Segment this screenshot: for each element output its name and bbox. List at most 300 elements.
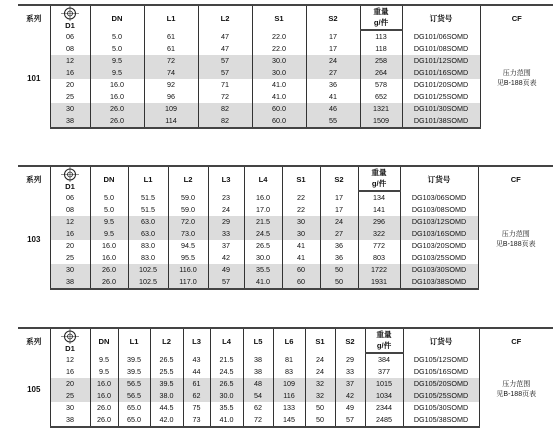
dim-cell: 41 <box>282 240 320 252</box>
dim-cell: 17 <box>306 30 360 43</box>
dim-cell: 145 <box>273 414 305 427</box>
dim-cell: 38 <box>243 366 273 378</box>
d1-header <box>50 166 90 191</box>
dim-cell: 50 <box>320 276 358 289</box>
dim-cell: 41 <box>282 252 320 264</box>
weight-cell: 1034 <box>365 390 403 402</box>
table-body-105 <box>18 353 553 427</box>
dim-cell: 44 <box>183 366 210 378</box>
dim-cell: 39.5 <box>118 366 150 378</box>
dim-cell: 9.5 <box>90 228 128 240</box>
dim-header: DN <box>90 328 118 353</box>
d1-cell: 12 <box>50 216 90 228</box>
dim-cell: 65.0 <box>118 414 150 427</box>
weight-cell: 134 <box>358 191 400 204</box>
dim-cell: 30.0 <box>252 55 306 67</box>
dim-cell: 59.0 <box>168 204 208 216</box>
dim-cell: 39.5 <box>118 353 150 366</box>
dim-cell: 114 <box>144 115 198 128</box>
dim-cell: 49 <box>335 402 365 414</box>
dim-cell: 47 <box>198 30 252 43</box>
table-row <box>18 402 553 414</box>
cf-note <box>478 191 553 289</box>
series-label: 105 <box>27 385 41 394</box>
dim-cell: 24 <box>306 55 360 67</box>
dim-cell: 83.0 <box>128 252 168 264</box>
dim-cell: 44.5 <box>150 402 183 414</box>
weight-cell: 803 <box>358 252 400 264</box>
d1-cell: 06 <box>50 191 90 204</box>
dim-cell: 30.0 <box>252 67 306 79</box>
dim-cell: 62 <box>183 390 210 402</box>
dim-cell: 30 <box>282 228 320 240</box>
dim-header: S2 <box>320 166 358 191</box>
fitting-section-icon <box>60 167 80 182</box>
dim-cell: 16.0 <box>244 191 282 204</box>
d1-cell: 12 <box>50 353 90 366</box>
dim-cell: 16.0 <box>90 378 118 390</box>
d1-cell: 25 <box>50 252 90 264</box>
dim-cell: 61 <box>144 30 198 43</box>
order-code-cell: DG101/25SOMD <box>402 91 480 103</box>
d1-cell: 20 <box>50 79 90 91</box>
cf-note <box>479 353 553 427</box>
dim-cell: 26.5 <box>244 240 282 252</box>
dim-cell: 36 <box>306 79 360 91</box>
d1-cell: 08 <box>50 204 90 216</box>
weight-cell: 1722 <box>358 264 400 276</box>
table-row <box>18 91 553 103</box>
dim-cell: 60 <box>282 276 320 289</box>
dim-cell: 42.0 <box>150 414 183 427</box>
dim-cell: 26.0 <box>90 402 118 414</box>
dim-cell: 59.0 <box>168 191 208 204</box>
table-row <box>18 378 553 390</box>
dim-cell: 21.5 <box>244 216 282 228</box>
weight-cell: 772 <box>358 240 400 252</box>
series-header: 系列 <box>26 174 42 184</box>
dim-header: S1 <box>252 5 306 30</box>
dim-cell: 61 <box>144 43 198 55</box>
table-row <box>18 264 553 276</box>
dim-cell: 32 <box>305 390 335 402</box>
dim-cell: 65.0 <box>118 402 150 414</box>
order-code-cell: DG101/20SOMD <box>402 79 480 91</box>
weight-cell: 118 <box>360 43 402 55</box>
weight-cell: 377 <box>365 366 403 378</box>
weight-header: 重量 <box>365 328 403 341</box>
dim-header: S1 <box>282 166 320 191</box>
order-code-cell: DG103/25SOMD <box>400 252 478 264</box>
dim-cell: 24.5 <box>210 366 243 378</box>
dim-header: L2 <box>198 5 252 30</box>
cf-note <box>480 30 553 128</box>
table-row <box>18 79 553 91</box>
dim-cell: 23 <box>208 191 244 204</box>
order-code-cell: DG103/06SOMD <box>400 191 478 204</box>
dim-cell: 43 <box>183 353 210 366</box>
weight-cell: 141 <box>358 204 400 216</box>
dim-header: DN <box>90 5 144 30</box>
dim-cell: 25.5 <box>150 366 183 378</box>
d1-header <box>50 328 90 353</box>
dim-cell: 27 <box>306 67 360 79</box>
dim-cell: 72 <box>198 91 252 103</box>
dim-header: L1 <box>118 328 150 353</box>
order-code-cell: DG101/08SOMD <box>402 43 480 55</box>
order-code-cell: DG101/30SOMD <box>402 103 480 115</box>
dim-cell: 71 <box>198 79 252 91</box>
table-row <box>18 414 553 427</box>
weight-header: 重量 <box>358 166 400 179</box>
order-code-cell: DG103/20SOMD <box>400 240 478 252</box>
dim-cell: 32 <box>305 378 335 390</box>
spec-table-105 <box>18 327 553 428</box>
cf-note-line: 压力范围 <box>502 70 531 77</box>
dim-cell: 109 <box>273 378 305 390</box>
d1-cell: 20 <box>50 240 90 252</box>
weight-cell: 296 <box>358 216 400 228</box>
order-code-cell: DG103/38SOMD <box>400 276 478 289</box>
dim-cell: 30.0 <box>210 390 243 402</box>
dim-cell: 35.5 <box>244 264 282 276</box>
weight-cell: 1509 <box>360 115 402 128</box>
dim-cell: 29 <box>335 353 365 366</box>
cf-note-line: 见B-188页表 <box>496 80 537 87</box>
dim-cell: 24.5 <box>244 228 282 240</box>
d1-cell: 30 <box>50 103 90 115</box>
dim-cell: 41 <box>306 91 360 103</box>
series-label: 101 <box>27 74 41 83</box>
cf-header: CF <box>480 5 553 30</box>
series-label: 103 <box>27 235 41 244</box>
table-row <box>18 67 553 79</box>
weight-unit: g/件 <box>365 341 403 354</box>
weight-cell: 258 <box>360 55 402 67</box>
dim-cell: 95.5 <box>168 252 208 264</box>
order-code-cell: DG101/12SOMD <box>402 55 480 67</box>
spec-table-103 <box>18 165 553 290</box>
d1-cell: 20 <box>50 378 90 390</box>
table-row <box>18 115 553 128</box>
dim-header: S2 <box>335 328 365 353</box>
dim-cell: 72 <box>243 414 273 427</box>
dim-header: L4 <box>244 166 282 191</box>
dim-header: L2 <box>150 328 183 353</box>
weight-cell: 1931 <box>358 276 400 289</box>
d1-cell: 38 <box>50 414 90 427</box>
dim-cell: 54 <box>243 390 273 402</box>
fitting-section-icon <box>60 6 80 21</box>
dim-cell: 22 <box>282 191 320 204</box>
order-code-cell: DG105/30SOMD <box>403 402 479 414</box>
table-body-103 <box>18 191 553 289</box>
dim-cell: 61 <box>183 378 210 390</box>
dim-cell: 38 <box>243 353 273 366</box>
dim-cell: 57 <box>208 276 244 289</box>
dim-cell: 73 <box>183 414 210 427</box>
dim-cell: 42 <box>335 390 365 402</box>
dim-cell: 133 <box>273 402 305 414</box>
order-code-cell: DG105/38SOMD <box>403 414 479 427</box>
dim-cell: 17 <box>320 191 358 204</box>
dim-cell: 102.5 <box>128 264 168 276</box>
dim-cell: 83 <box>273 366 305 378</box>
order-code-cell: DG103/08SOMD <box>400 204 478 216</box>
dim-cell: 92 <box>144 79 198 91</box>
dim-header: S1 <box>305 328 335 353</box>
fitting-section-icon <box>60 329 80 344</box>
d1-cell: 38 <box>50 276 90 289</box>
table-row <box>18 353 553 366</box>
d1-header <box>50 5 90 30</box>
dim-cell: 39.5 <box>150 378 183 390</box>
cf-note-line: 见B-188页表 <box>495 241 536 248</box>
d1-cell: 16 <box>50 366 90 378</box>
dim-cell: 16.0 <box>90 240 128 252</box>
order-code-cell: DG103/16SOMD <box>400 228 478 240</box>
table-row <box>18 43 553 55</box>
dim-cell: 16.0 <box>90 91 144 103</box>
d1-cell: 38 <box>50 115 90 128</box>
dim-cell: 42 <box>208 252 244 264</box>
dim-cell: 35.5 <box>210 402 243 414</box>
d1-cell: 16 <box>50 67 90 79</box>
weight-unit: g/件 <box>360 18 402 31</box>
dim-cell: 26.0 <box>90 414 118 427</box>
d1-cell: 25 <box>50 390 90 402</box>
dim-cell: 56.5 <box>118 390 150 402</box>
cf-note-line: 压力范围 <box>501 231 530 238</box>
dim-cell: 9.5 <box>90 55 144 67</box>
dim-cell: 33 <box>335 366 365 378</box>
dim-header: L1 <box>128 166 168 191</box>
dim-cell: 36 <box>320 240 358 252</box>
dim-cell: 57 <box>198 67 252 79</box>
dim-cell: 16.0 <box>90 252 128 264</box>
dim-cell: 74 <box>144 67 198 79</box>
d1-cell: 16 <box>50 228 90 240</box>
dim-cell: 50 <box>320 264 358 276</box>
order-header: 订货号 <box>400 166 478 191</box>
dim-header: L3 <box>183 328 210 353</box>
order-header: 订货号 <box>403 328 479 353</box>
weight-cell: 264 <box>360 67 402 79</box>
dim-cell: 48 <box>243 378 273 390</box>
table-row <box>18 216 553 228</box>
dim-cell: 60 <box>282 264 320 276</box>
dim-cell: 9.5 <box>90 353 118 366</box>
weight-cell: 2344 <box>365 402 403 414</box>
table-row <box>18 55 553 67</box>
weight-unit: g/件 <box>358 179 400 192</box>
dim-cell: 41.0 <box>244 276 282 289</box>
dim-cell: 9.5 <box>90 216 128 228</box>
dim-cell: 24 <box>320 216 358 228</box>
dim-cell: 50 <box>305 414 335 427</box>
d1-cell: 06 <box>50 30 90 43</box>
dim-cell: 41.0 <box>252 91 306 103</box>
table-row <box>18 366 553 378</box>
d1-label: D1 <box>65 21 75 30</box>
dim-cell: 60.0 <box>252 115 306 128</box>
dim-cell: 47 <box>198 43 252 55</box>
dim-cell: 63.0 <box>128 228 168 240</box>
weight-header: 重量 <box>360 5 402 18</box>
dim-cell: 49 <box>208 264 244 276</box>
weight-cell: 113 <box>360 30 402 43</box>
dim-cell: 82 <box>198 103 252 115</box>
dim-cell: 22.0 <box>252 30 306 43</box>
dim-cell: 82 <box>198 115 252 128</box>
table-row <box>18 276 553 289</box>
weight-cell: 2485 <box>365 414 403 427</box>
dim-cell: 17 <box>320 204 358 216</box>
d1-label: D1 <box>65 344 75 353</box>
dim-cell: 63.0 <box>128 216 168 228</box>
dim-cell: 96 <box>144 91 198 103</box>
dim-cell: 26.5 <box>150 353 183 366</box>
dim-header: L1 <box>144 5 198 30</box>
dim-header: L6 <box>273 328 305 353</box>
table-row <box>18 191 553 204</box>
table-body-101 <box>18 30 553 128</box>
dim-cell: 27 <box>320 228 358 240</box>
dim-cell: 24 <box>208 204 244 216</box>
dim-cell: 5.0 <box>90 204 128 216</box>
weight-cell: 652 <box>360 91 402 103</box>
order-code-cell: DG103/30SOMD <box>400 264 478 276</box>
spec-table-101 <box>18 4 553 129</box>
dim-cell: 9.5 <box>90 366 118 378</box>
dim-cell: 21.5 <box>210 353 243 366</box>
order-code-cell: DG105/16SOMD <box>403 366 479 378</box>
dim-cell: 5.0 <box>90 43 144 55</box>
table-row <box>18 228 553 240</box>
cf-note-line: 见B-188页表 <box>496 391 537 398</box>
table-row <box>18 204 553 216</box>
dim-cell: 75 <box>183 402 210 414</box>
dim-cell: 22.0 <box>252 43 306 55</box>
dim-cell: 116 <box>273 390 305 402</box>
table-row <box>18 103 553 115</box>
order-code-cell: DG101/38SOMD <box>402 115 480 128</box>
series-header: 系列 <box>26 13 42 23</box>
dim-cell: 50 <box>305 402 335 414</box>
dim-cell: 26.0 <box>90 103 144 115</box>
dim-cell: 109 <box>144 103 198 115</box>
dim-cell: 51.5 <box>128 191 168 204</box>
dim-cell: 37 <box>335 378 365 390</box>
order-code-cell: DG105/20SOMD <box>403 378 479 390</box>
dim-cell: 55 <box>306 115 360 128</box>
dim-cell: 62 <box>243 402 273 414</box>
dim-header: L4 <box>210 328 243 353</box>
dim-header: L3 <box>208 166 244 191</box>
weight-cell: 578 <box>360 79 402 91</box>
dim-cell: 57 <box>198 55 252 67</box>
dim-cell: 17 <box>306 43 360 55</box>
series-header: 系列 <box>26 336 42 346</box>
dim-cell: 41.0 <box>210 414 243 427</box>
table-row <box>18 240 553 252</box>
dim-cell: 46 <box>306 103 360 115</box>
dim-cell: 73.0 <box>168 228 208 240</box>
d1-cell: 30 <box>50 264 90 276</box>
order-code-cell: DG105/12SOMD <box>403 353 479 366</box>
table-row <box>18 30 553 43</box>
weight-cell: 1321 <box>360 103 402 115</box>
d1-cell: 25 <box>50 91 90 103</box>
dim-cell: 94.5 <box>168 240 208 252</box>
dim-header: L2 <box>168 166 208 191</box>
dim-cell: 116.0 <box>168 264 208 276</box>
dim-cell: 22 <box>282 204 320 216</box>
dim-cell: 41.0 <box>252 79 306 91</box>
dim-cell: 16.0 <box>90 390 118 402</box>
dim-cell: 36 <box>320 252 358 264</box>
dim-cell: 5.0 <box>90 191 128 204</box>
dim-cell: 81 <box>273 353 305 366</box>
dim-cell: 5.0 <box>90 30 144 43</box>
table-row <box>18 252 553 264</box>
order-code-cell: DG103/12SOMD <box>400 216 478 228</box>
dim-cell: 117.0 <box>168 276 208 289</box>
cf-note-line: 压力范围 <box>502 381 531 388</box>
dim-cell: 26.0 <box>90 115 144 128</box>
dim-cell: 24 <box>305 353 335 366</box>
cf-header: CF <box>479 328 553 353</box>
table-row <box>18 390 553 402</box>
weight-cell: 1015 <box>365 378 403 390</box>
order-header: 订货号 <box>402 5 480 30</box>
dim-header: L5 <box>243 328 273 353</box>
dim-cell: 30 <box>282 216 320 228</box>
dim-header: S2 <box>306 5 360 30</box>
order-code-cell: DG105/25SOMD <box>403 390 479 402</box>
d1-cell: 08 <box>50 43 90 55</box>
d1-label: D1 <box>65 182 75 191</box>
d1-cell: 12 <box>50 55 90 67</box>
dim-cell: 30.0 <box>244 252 282 264</box>
cf-header: CF <box>478 166 553 191</box>
dim-cell: 26.5 <box>210 378 243 390</box>
dim-cell: 33 <box>208 228 244 240</box>
dim-cell: 102.5 <box>128 276 168 289</box>
dim-cell: 56.5 <box>118 378 150 390</box>
order-code-cell: DG101/06SOMD <box>402 30 480 43</box>
dim-cell: 57 <box>335 414 365 427</box>
dim-cell: 60.0 <box>252 103 306 115</box>
dim-cell: 9.5 <box>90 67 144 79</box>
weight-cell: 384 <box>365 353 403 366</box>
weight-cell: 322 <box>358 228 400 240</box>
order-code-cell: DG101/16SOMD <box>402 67 480 79</box>
dim-cell: 29 <box>208 216 244 228</box>
dim-cell: 72 <box>144 55 198 67</box>
dim-cell: 26.0 <box>90 264 128 276</box>
dim-cell: 17.0 <box>244 204 282 216</box>
dim-cell: 26.0 <box>90 276 128 289</box>
dim-cell: 38.0 <box>150 390 183 402</box>
dim-cell: 72.0 <box>168 216 208 228</box>
dim-cell: 83.0 <box>128 240 168 252</box>
dim-cell: 24 <box>305 366 335 378</box>
dim-cell: 16.0 <box>90 79 144 91</box>
dim-cell: 51.5 <box>128 204 168 216</box>
dim-cell: 37 <box>208 240 244 252</box>
d1-cell: 30 <box>50 402 90 414</box>
